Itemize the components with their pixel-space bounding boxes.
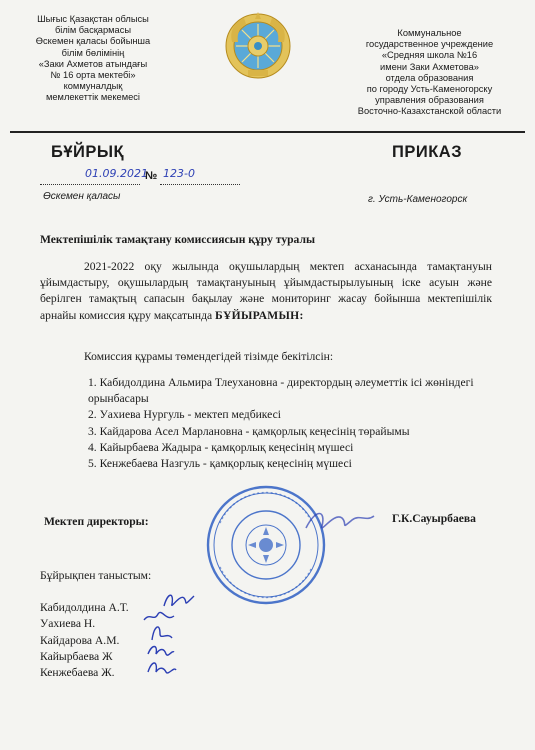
header-right-line: «Средняя школа №16 [381,50,478,61]
header-right-line: государственное учреждение [365,39,494,50]
order-number: 123-0 [163,167,195,180]
acknowledged-name: Кабидолдина А.Т. [40,601,129,614]
director-signature [300,500,380,540]
commission-member: 3. Кайдарова Асел Марлановна - қамқорлық кеңесінің төрайымы [88,424,410,438]
header-right-line: Восточно-Казахстанской области [357,106,502,117]
acknowledged-name: Кайырбаева Ж [40,649,113,663]
header-left-block [8,14,178,104]
commission-intro: Комиссия құрамы төмендегідей тізімде бекітілсін: [84,350,334,363]
kazakhstan-emblem-icon [224,12,292,80]
acknowledged-name: Кайдарова А.М. [40,633,120,647]
title-kazakh: БҰЙРЫҚ [51,143,125,161]
city-kazakh: Өскемен қаласы [43,191,121,202]
header-left-line: «Заки Ахметов атындағы [38,58,148,69]
director-name: Г.К.Сауырбаева [392,512,476,525]
order-directive: БҰЙЫРАМЫН: [215,308,304,322]
acknowledged-list [40,600,129,681]
header-right-block [332,28,527,118]
header-left-line: мемлекеттік мекемесі [46,92,140,103]
header-right-line: управления образования [375,95,484,106]
signature-3 [146,620,176,642]
order-date: 01.09.2021 [85,167,148,180]
commission-member: 2. Уахиева Нургуль - мектеп медбикесі [88,408,281,422]
order-number-label: № [145,170,158,182]
title-russian: ПРИКАЗ [392,143,463,161]
header-left-line: білім бөлімінің [61,47,125,58]
header-left-line: Өскемен қаласы бойынша [35,36,151,47]
header-left-line: № 16 орта мектебі» [50,70,136,81]
header-left-line: білім басқармасы [54,25,132,36]
commission-members-list [88,375,508,472]
commission-member: 1. Кабидолдина Альмира Тлеухановна - директордың әлеуметтік ісі жөніндегі орынбасары [88,376,474,406]
order-subject: Мектепішілік тамақтану комиссиясын құру туралы [40,233,316,246]
paragraph-text: 2021-2022 оқу жылында оқушылардың мектеп асханасында тамақтануын ұйымдастыру, оқушылардың тамақтануының ұйымдастырылуының іске асуын және берілген тамақтың сапасын бақылау және мониторинг жасау бойынша мектепішілік арнайы комиссия құру мақсатында [40,260,492,322]
header-right-line: отдела образования [385,72,474,83]
header-right-line: Коммунальное [397,28,462,38]
acknowledged-name: Кенжебаева Ж. [40,666,115,680]
header-right-line: по городу Усть-Каменогорску [366,84,493,95]
header-left-line: Шығыс Қазақстан облысы [37,14,149,24]
commission-member: 4. Кайырбаева Жадыра - қамқорлық кеңесінің мүшесі [88,440,354,454]
header-right-line: имени Заки Ахметова» [380,61,479,72]
order-paragraph [40,259,492,324]
signature-5 [144,656,178,678]
header-divider [10,131,525,133]
acknowledged-label: Бұйрықпен таныстым: [40,569,152,582]
header-left-line: коммуналдық [63,81,123,92]
director-label: Мектеп директоры: [44,515,149,528]
city-russian: г. Усть-Каменогорск [368,194,468,205]
acknowledged-name: Уахиева Н. [40,617,96,631]
commission-member: 5. Кенжебаева Назгуль - қамқорлық кеңесінің мүшесі [88,457,352,471]
